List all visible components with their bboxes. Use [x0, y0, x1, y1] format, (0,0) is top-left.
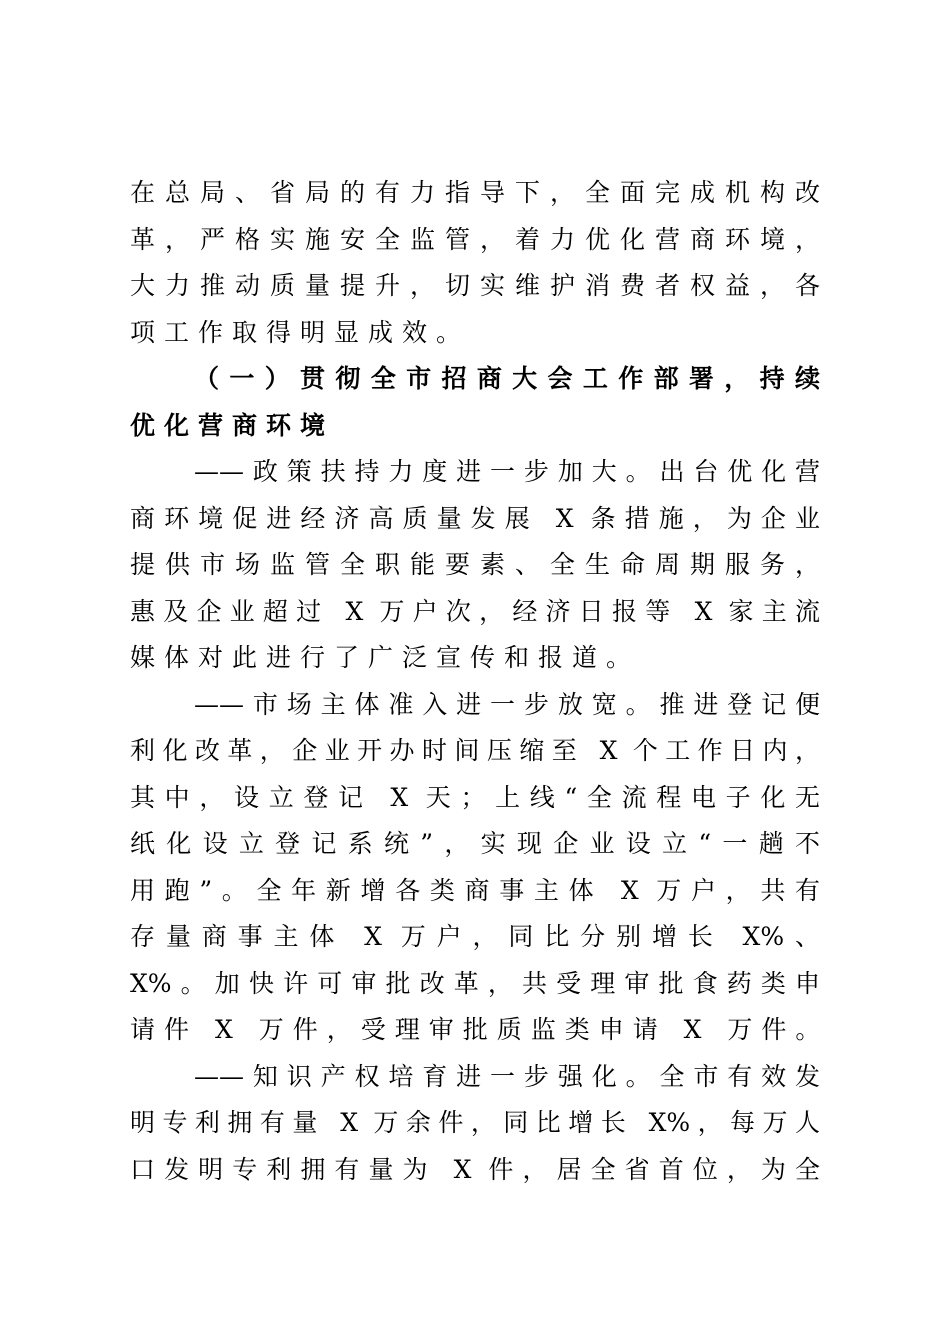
line-text: 利化改革，企业开办时间压缩至 X 个工作日内，: [130, 736, 820, 765]
paragraph-line: [130, 728, 830, 775]
paragraph-line: [130, 217, 830, 264]
line-text: ——政策扶持力度进一步加大。出台优化营: [194, 457, 820, 486]
line-text: （一）贯彻全市招商大会工作部署，持续: [194, 364, 820, 393]
line-text: 明专利拥有量 X 万余件，同比增长 X%，每万人: [130, 1108, 820, 1137]
paragraph-line: [130, 682, 830, 729]
body-text: [130, 170, 830, 1193]
line-text: 大力推动质量提升，切实维护消费者权益，各: [130, 271, 820, 300]
section-heading-line: [130, 356, 830, 403]
paragraph-line: [130, 821, 830, 868]
paragraph-line: [130, 868, 830, 915]
line-text: 用跑”。全年新增各类商事主体 X 万户，共有: [130, 875, 820, 905]
line-text: 口发明专利拥有量为 X 件，居全省首位，为全: [130, 1154, 820, 1184]
paragraph-line: [130, 775, 830, 822]
paragraph-line: [130, 170, 830, 217]
line-text: 惠及企业超过 X 万户次，经济日报等 X 家主流: [130, 596, 820, 626]
paragraph-line: [130, 263, 830, 310]
section-heading-line: [130, 403, 830, 450]
line-text: ——市场主体准入进一步放宽。推进登记便: [194, 689, 820, 719]
paragraph-line: [130, 449, 830, 496]
line-text: X%。加快许可审批改革，共受理审批食药类申: [130, 968, 820, 998]
paragraph-line: [130, 496, 830, 543]
line-text: 项工作取得明显成效。: [130, 317, 471, 347]
line-text: 其中，设立登记 X 天；上线“全流程电子化无: [130, 782, 820, 812]
line-text: 提供市场监管全职能要素、全生命周期服务，: [130, 550, 820, 579]
line-text: 纸化设立登记系统”，实现企业设立“一趟不: [130, 829, 820, 858]
paragraph-line: [130, 1147, 830, 1194]
line-text: 请件 X 万件，受理审批质监类申请 X 万件。: [130, 1015, 830, 1044]
paragraph-line: [130, 1007, 830, 1054]
line-text: 革，严格实施安全监管，着力优化营商环境，: [130, 224, 820, 254]
paragraph-line: [130, 914, 830, 961]
paragraph-line: [130, 1100, 830, 1147]
line-text: 在总局、省局的有力指导下，全面完成机构改: [130, 178, 820, 207]
paragraph-line: [130, 1054, 830, 1101]
line-text: 优化营商环境: [130, 410, 335, 440]
line-text: ——知识产权培育进一步强化。全市有效发: [194, 1061, 820, 1091]
paragraph-line: [130, 635, 830, 682]
paragraph-line: [130, 542, 830, 589]
line-text: 商环境促进经济高质量发展 X 条措施，为企业: [130, 503, 820, 533]
paragraph-line: [130, 961, 830, 1008]
line-text: 存量商事主体 X 万户，同比分别增长 X%、: [130, 922, 820, 951]
line-text: 媒体对此进行了广泛宣传和报道。: [130, 643, 641, 672]
paragraph-line: [130, 589, 830, 636]
paragraph-line: [130, 310, 830, 357]
